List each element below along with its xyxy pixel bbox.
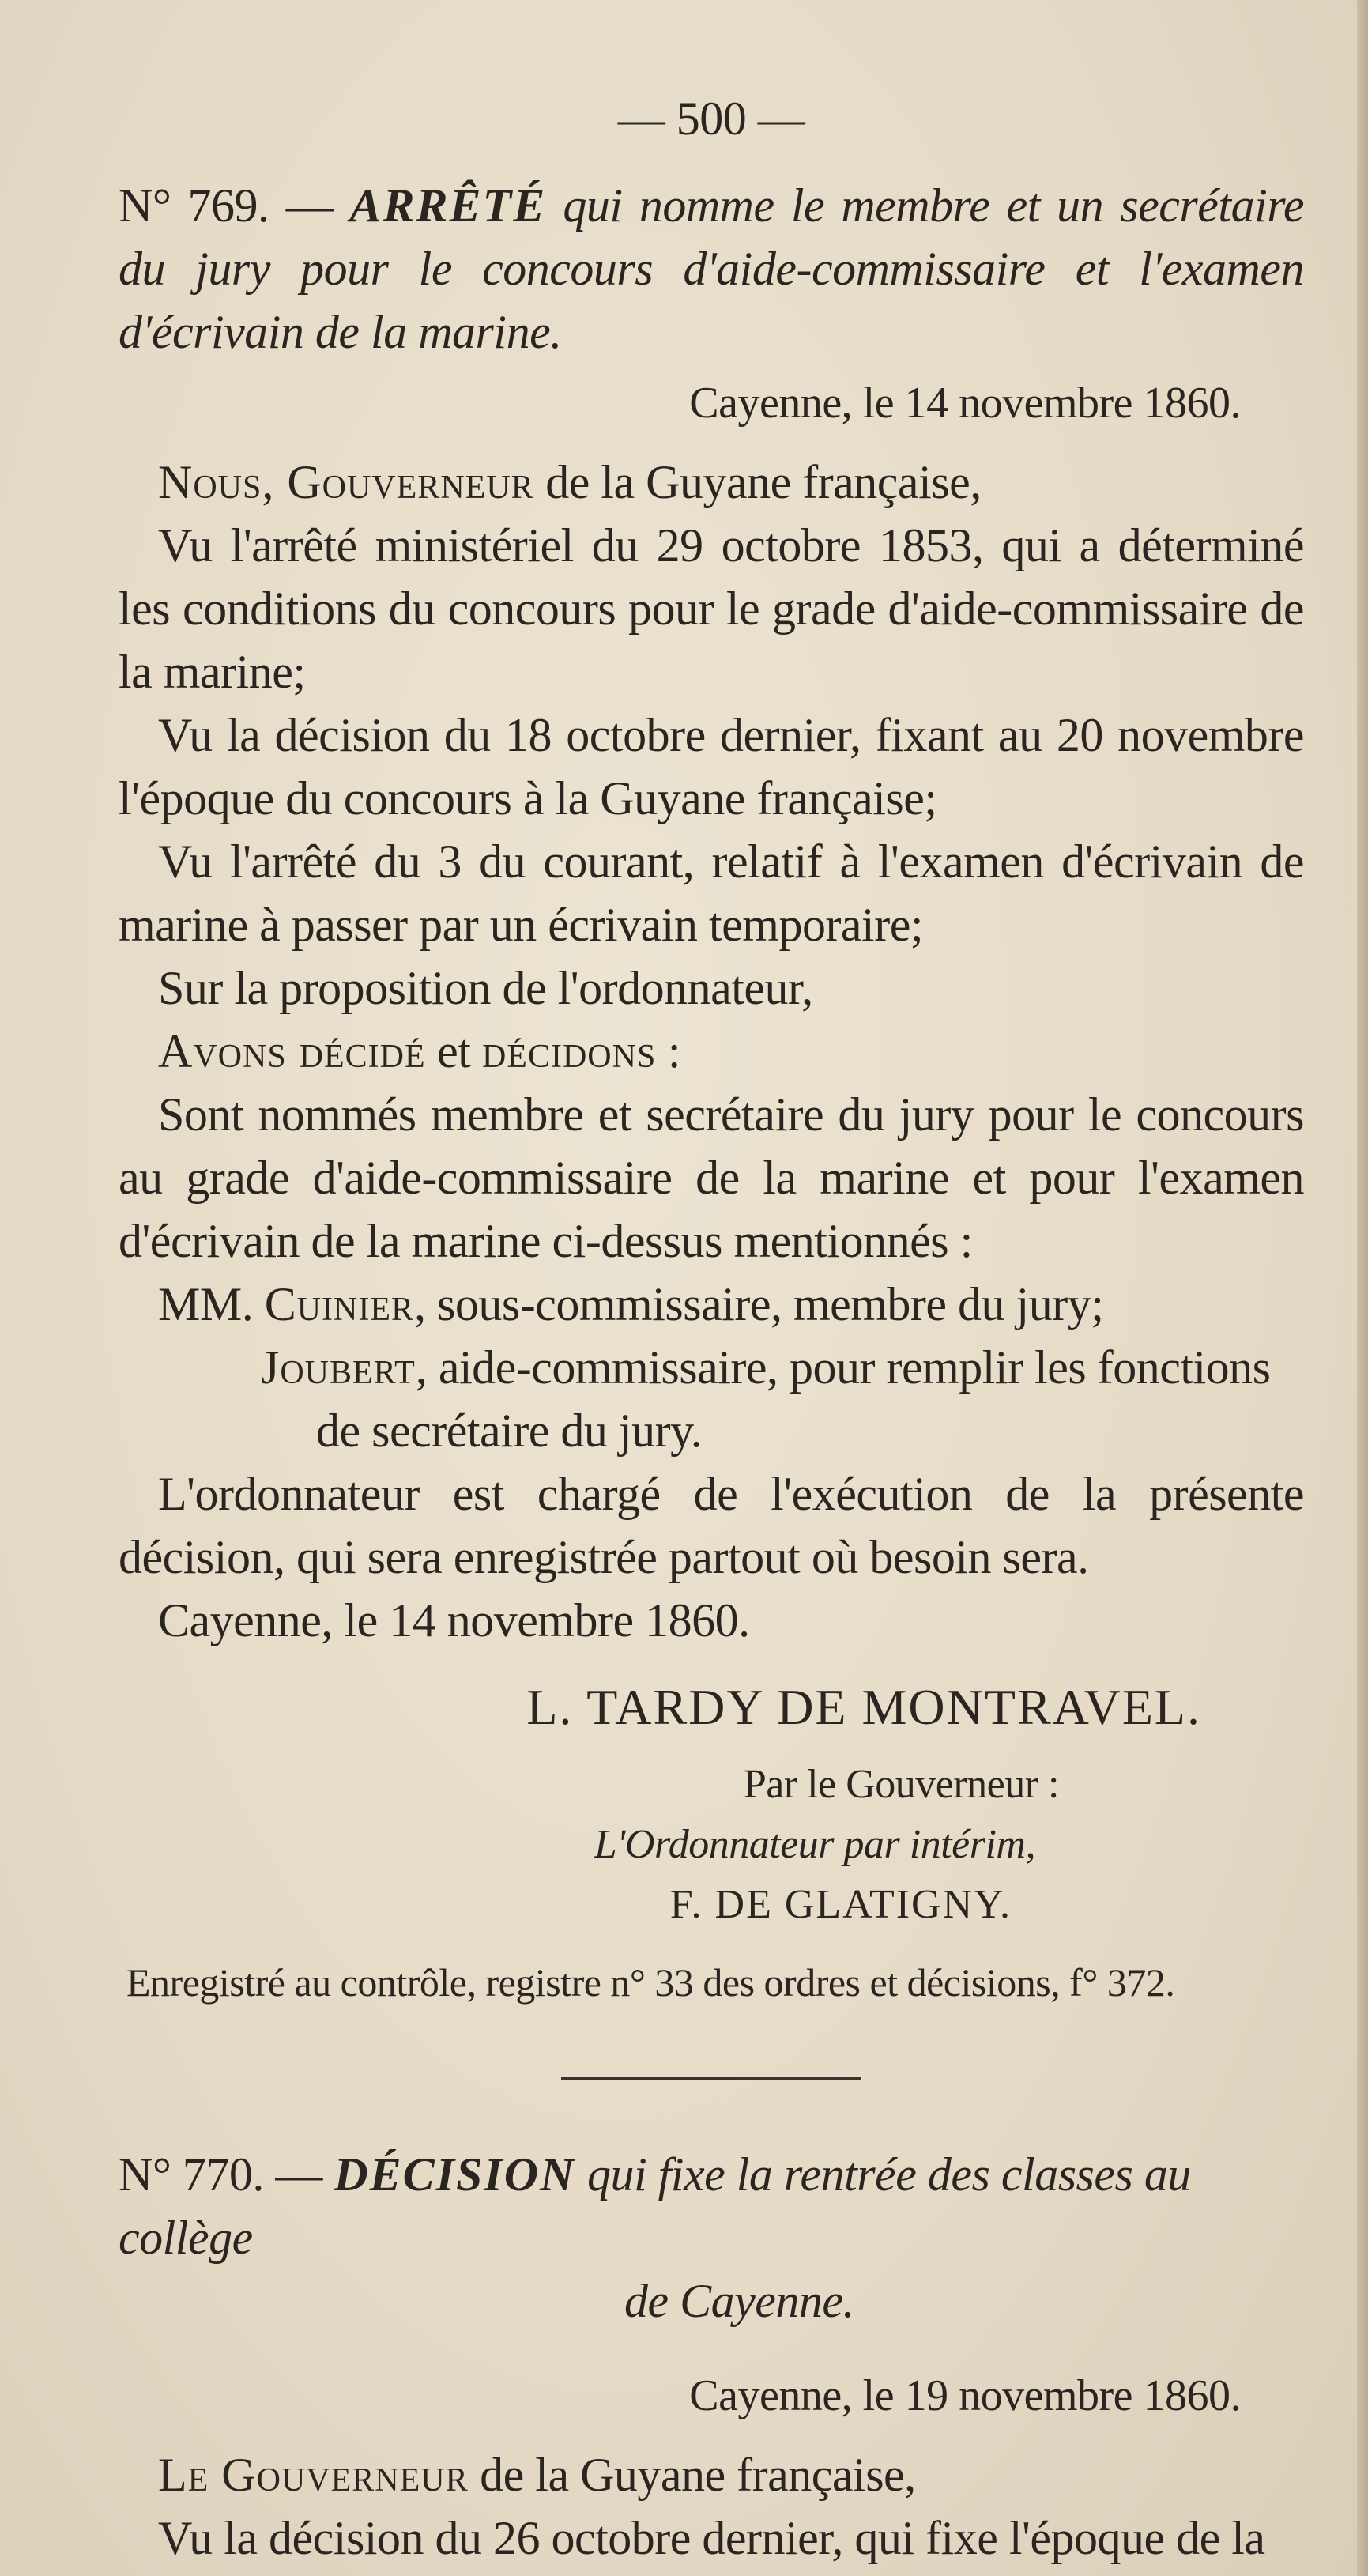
appointee-item-continuation: de secrétaire du jury. bbox=[316, 1405, 703, 1457]
act-770-preamble-authority: Le Gouverneur bbox=[158, 2449, 469, 2501]
act-769-consideration: Sur la proposition de l'ordonnateur, bbox=[158, 962, 813, 1014]
act-769-execution-clause: L'ordonnateur est chargé de l'exécution de la présente décision, qui sera enregistrée partout où besoin sera. bbox=[119, 1468, 1304, 1583]
act-770-number: N° 770. — bbox=[119, 2148, 334, 2201]
act-770-preamble bbox=[119, 2443, 1304, 2506]
page-number: — 500 — bbox=[617, 92, 805, 145]
act-769-preamble bbox=[119, 451, 1304, 514]
act-770-consideration: Vu la décision du 26 octobre dernier, qui fixe l'époque de la bbox=[158, 2512, 1265, 2564]
page-content bbox=[119, 79, 1304, 2570]
act-769-consideration: Vu l'arrêté ministériel du 29 octobre 1853, qui a déterminé les conditions du concours pour le grade d'aide-commissaire de la marine; bbox=[119, 519, 1304, 698]
appointee-prefix: MM. bbox=[158, 1278, 265, 1330]
decision-formula-part: Avons décidé bbox=[158, 1025, 426, 1077]
act-770-heading bbox=[119, 2143, 1304, 2333]
ordonnateur-title: L'Ordonnateur par intérim, bbox=[594, 1822, 1035, 1867]
appointee-name: Cuinier bbox=[264, 1278, 415, 1330]
appointee-role: , sous-commissaire, membre du jury; bbox=[414, 1278, 1104, 1330]
act-770-subject: qui fixe la rentrée des classes au collège bbox=[119, 2148, 1191, 2264]
act-769-article: Sont nommés membre et secrétaire du jury pour le concours au grade d'aide-commissaire de la marine et pour l'examen d'écrivain de la marine ci-dessus mentionnés : bbox=[119, 1088, 1304, 1267]
act-770-dateline: Cayenne, le 19 novembre 1860. bbox=[689, 2371, 1241, 2420]
ordonnateur-signature: F. DE GLATIGNY. bbox=[669, 1882, 1012, 1927]
act-769-preamble-rest: de la Guyane française, bbox=[533, 456, 982, 508]
decision-formula-part: décidons bbox=[481, 1025, 657, 1077]
appointee-role: , aide-commissaire, pour remplir les fonctions bbox=[415, 1341, 1271, 1394]
act-769-title: ARRÊTÉ bbox=[349, 179, 547, 232]
appointee-item bbox=[119, 1273, 1304, 1336]
appointee-list bbox=[119, 1273, 1304, 1462]
act-769-heading bbox=[119, 174, 1304, 364]
decision-formula-part: et bbox=[425, 1025, 482, 1077]
act-769-consideration: Vu l'arrêté du 3 du courant, relatif à l'examen d'écrivain de marine à passer par un écrivain temporaire; bbox=[119, 835, 1304, 951]
registration-note: Enregistré au contrôle, registre n° 33 des ordres et décisions, f° 372. bbox=[126, 1960, 1175, 2005]
by-governor-line: Par le Gouverneur : bbox=[743, 1762, 1059, 1807]
act-769-decision-formula bbox=[119, 1020, 1304, 1083]
act-769-closing-date: Cayenne, le 14 novembre 1860. bbox=[158, 1594, 750, 1646]
act-770-title: DÉCISION bbox=[334, 2148, 576, 2201]
governor-signature: L. TARDY DE MONTRAVEL. bbox=[526, 1679, 1201, 1735]
act-769-subject: qui nomme le membre et un secrétaire du jury pour le concours d'aide-commissaire et l'examen d'écrivain de la marine. bbox=[119, 179, 1304, 358]
act-770-subject-line2: de Cayenne. bbox=[624, 2275, 855, 2327]
appointee-name: Joubert bbox=[261, 1341, 416, 1394]
decision-formula-part: : bbox=[656, 1025, 680, 1077]
act-769-consideration: Vu la décision du 18 octobre dernier, fixant au 20 novembre l'époque du concours à la Guyane française; bbox=[119, 709, 1304, 824]
act-770-preamble-rest: de la Guyane française, bbox=[468, 2449, 916, 2501]
act-769-preamble-authority: Nous, Gouverneur bbox=[158, 456, 534, 508]
appointee-item bbox=[119, 1336, 1304, 1399]
section-divider bbox=[561, 2077, 861, 2080]
act-769-dateline: Cayenne, le 14 novembre 1860. bbox=[689, 379, 1241, 428]
page-edge bbox=[1357, 0, 1368, 2576]
act-769-number: N° 769. — bbox=[119, 179, 350, 232]
